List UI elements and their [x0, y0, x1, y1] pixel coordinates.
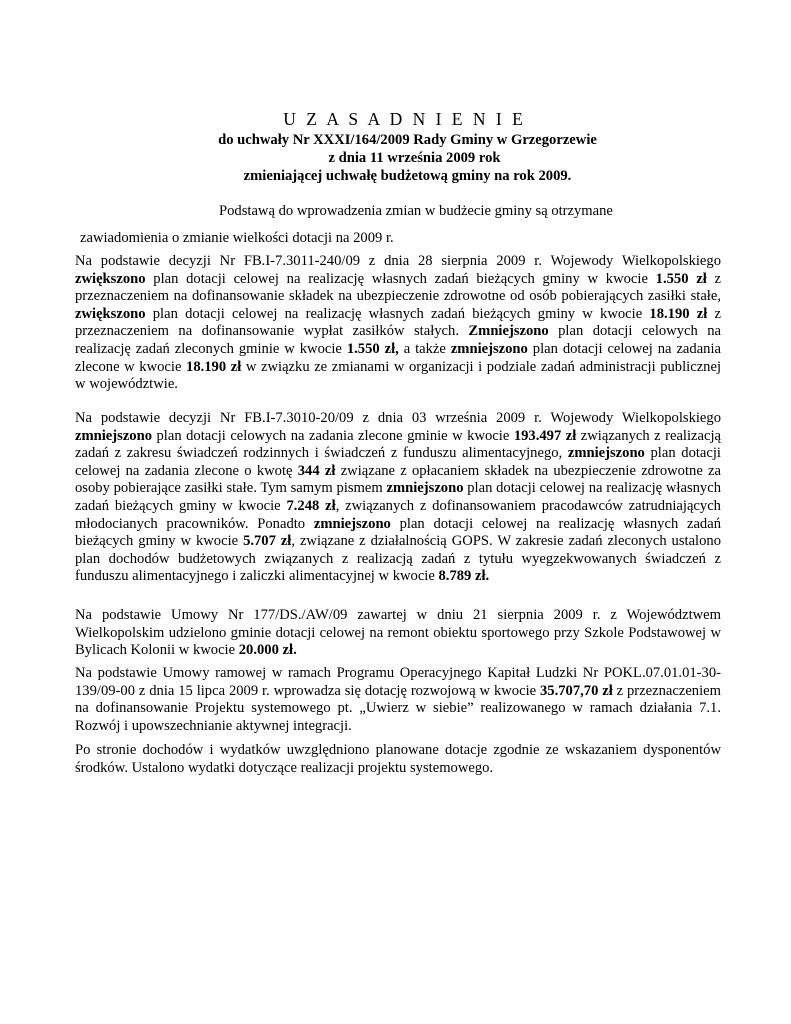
text-run: z przeznaczeniem na dofinansowanie wypłat zasiłków stałych.: [75, 305, 721, 340]
amount: 193.497 zł: [513, 427, 577, 444]
emphasis: zwiększono: [75, 270, 146, 287]
paragraph-agreement-177: [75, 607, 721, 660]
text-run: Po stronie dochodów i wydatków uwzględniono planowane dotacje zgodnie ze wskazaniem dysponentów środków. Ustalono wydatki dotyczące realizacji projektu systemowego.: [75, 742, 721, 776]
amount: 1.550 zł: [655, 270, 707, 287]
amount: 5.707 zł: [243, 533, 292, 550]
amount: 35.707,70 zł: [539, 682, 613, 699]
amount: 7.248 zł: [286, 497, 336, 514]
emphasis: zmniejszono: [450, 340, 528, 357]
resolution-date: z dnia 11 września 2009 rok: [328, 150, 501, 166]
text-run: plan dotacji celowych na zadania zlecone gminie w kwocie: [152, 427, 514, 444]
amount: 8.789 zł.: [438, 568, 490, 585]
amount: 18.190 zł: [649, 305, 708, 322]
paragraph-summary: [75, 742, 721, 777]
paragraph-decision-240: [75, 253, 721, 394]
text-run: plan dotacji celowej na zadania zlecone w kwocie: [75, 340, 722, 375]
text-run: , związanych z dofinansowaniem pracodawców zatrudniających młodocianych pracowników. Ponadto: [75, 497, 721, 532]
text-run: plan dotacji celowych na realizację zadań zleconych gminie w kwocie: [75, 323, 722, 357]
text-run: Na podstawie decyzji Nr FB.I-7.3011-240/09 z dnia 28 sierpnia 2009 r. Wojewody Wielkopolskiego: [75, 253, 721, 269]
text-run: a także: [398, 340, 451, 357]
emphasis: zmniejszono: [567, 445, 645, 462]
text-run: plan dotacji celowej na realizację własnych zadań bieżących gminy w kwocie: [145, 305, 650, 322]
emphasis: Zmniejszono: [468, 323, 549, 340]
text-run: Na podstawie decyzji Nr FB.I-7.3010-20/09 z dnia 03 września 2009 r. Wojewody Wielkopolskiego: [75, 410, 721, 426]
text-run: Na podstawie Umowy ramowej w ramach Programu Operacyjnego Kapitał Ludzki Nr POKL.07.01.01-30-139/09-00 z dnia 15 lipca 2009 r. wprowadza się dotację rozwojową w kwocie: [75, 665, 721, 699]
text-run: , związane z działalnością GOPS. W zakresie zadań zleconych ustalono plan dochodów budżetowych związanych z realizacją zadań z tytułu wyegzekwowanych świadczeń z funduszu alimentacyjnego i zaliczki alimentacyjnej w kwocie: [75, 533, 721, 585]
text-run: w związku ze zmianami w organizacji i podziale zadań administracji publicznej w województwie.: [75, 358, 722, 393]
amount: 18.190 zł: [186, 358, 242, 375]
document-title: U Z A S A D N I E N I E: [283, 109, 526, 129]
text-run: z przeznaczeniem na dofinansowanie składek na ubezpieczenie zdrowotne od osób pobierających zasiłki stałe,: [75, 270, 721, 305]
emphasis: zwiększono: [75, 305, 146, 322]
resolution-reference: do uchwały Nr XXXI/164/2009 Rady Gminy w Grzegorzewie: [218, 132, 597, 148]
resolution-subject: zmieniającej uchwałę budżetową gminy na rok 2009.: [243, 168, 572, 184]
emphasis: zmniejszono: [313, 515, 391, 532]
text-run: z przeznaczeniem na dofinansowanie Projektu systemowego pt. „Uwierz w siebie” realizowanego w ramach działania 7.1. Rozwój i upowszechnianie aktywnej integracji.: [75, 682, 721, 734]
intro-line-2: zawiadomienia o zmianie wielkości dotacji na 2009 r.: [80, 230, 394, 246]
text-run: plan dotacji celowej na realizację własnych zadań bieżących gminy w kwocie: [145, 270, 656, 287]
intro-line-1: Podstawą do wprowadzenia zmian w budżecie gminy są otrzymane: [219, 203, 613, 219]
text-run: związane z opłacaniem składek na ubezpieczenie zdrowotne za osoby pobierające zasiłki stałe. Tym samym pismem: [75, 462, 722, 497]
amount: 344 zł: [297, 462, 336, 479]
emphasis: zmniejszono: [75, 427, 153, 444]
emphasis: zmniejszono: [386, 480, 464, 497]
amount: 20.000 zł.: [238, 642, 297, 659]
text-run: plan dotacji celowej na realizację własnych zadań bieżących gminy w kwocie: [75, 515, 722, 550]
paragraph-pokl-agreement: [75, 665, 721, 735]
paragraph-decision-20: [75, 410, 721, 586]
amount: 1.550 zł,: [346, 340, 399, 357]
text-run: plan dotacji celowej na zadania zlecone o kwotę: [75, 445, 721, 479]
text-run: Na podstawie Umowy Nr 177/DS./AW/09 zawartej w dniu 21 sierpnia 2009 r. z Województwem Wielkopolskim udzielono gminie dotacji celowej na remont obiektu sportowego przy Szkole Podstawowej w Bylicach Kolonii w kwocie: [75, 607, 721, 659]
text-run: związanych z realizacją zadań z zakresu świadczeń rodzinnych i świadczeń z funduszu alimentacyjnego,: [75, 427, 721, 462]
text-run: plan dotacji celowej na realizację własnych zadań bieżących gminy w kwocie: [75, 480, 722, 514]
